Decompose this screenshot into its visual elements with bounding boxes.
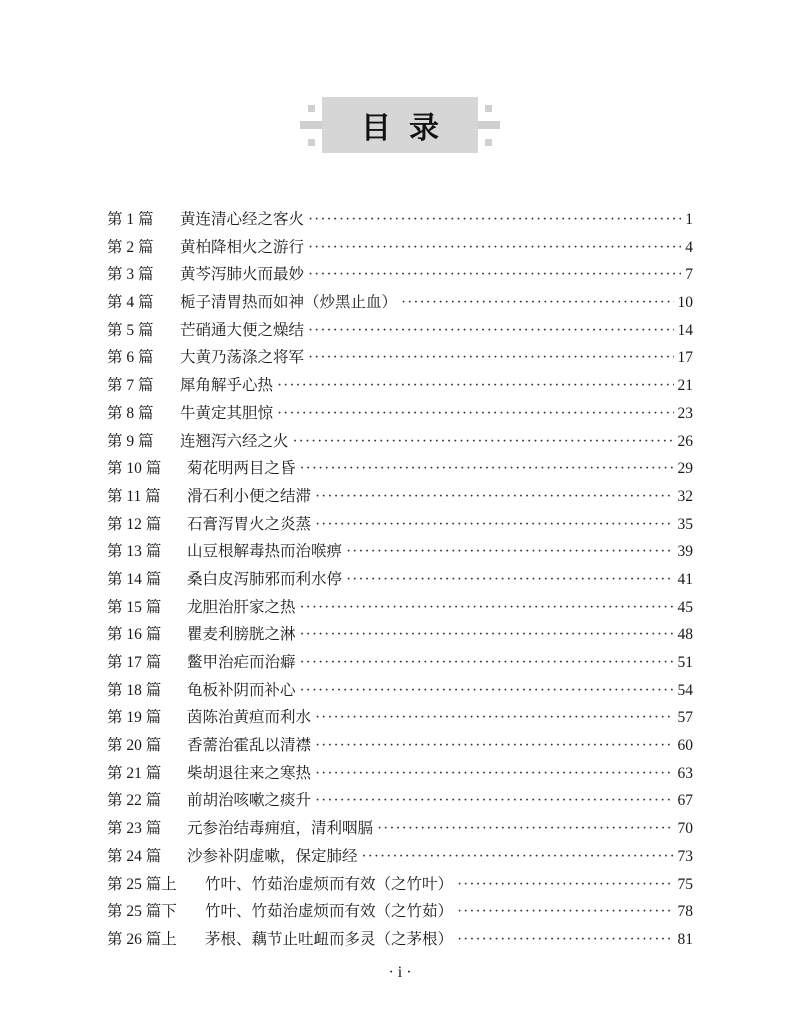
toc-entry[interactable] <box>107 207 693 235</box>
leader-dots <box>315 765 673 783</box>
leader-dots <box>300 460 674 478</box>
toc-entry[interactable] <box>107 539 693 567</box>
chapter-label: 第 2 篇 <box>107 238 154 256</box>
chapter-page: 10 <box>677 294 693 312</box>
chapter-label: 第 23 篇 <box>107 820 162 838</box>
toc-entry[interactable] <box>107 595 693 623</box>
chapter-title: 牛黄定其胆惊 <box>180 404 274 422</box>
chapter-title: 菊花明两目之昏 <box>187 460 296 478</box>
leader-dots <box>315 516 673 534</box>
leader-dots <box>362 848 674 866</box>
toc-entry[interactable] <box>107 650 693 678</box>
chapter-label: 第 4 篇 <box>107 294 154 312</box>
leader-dots <box>346 543 673 561</box>
chapter-title: 竹叶、竹茹治虚烦而有效（之竹叶） <box>205 875 454 893</box>
page-number: · i · <box>388 964 412 981</box>
leader-dots <box>300 599 674 617</box>
toc-entry[interactable] <box>107 844 693 872</box>
banner-decoration <box>485 139 492 146</box>
chapter-label: 第 13 篇 <box>107 543 162 561</box>
chapter-page: 81 <box>677 930 693 948</box>
leader-dots <box>457 876 673 894</box>
leader-dots <box>315 488 673 506</box>
chapter-title: 山豆根解毒热而治喉痹 <box>187 543 343 561</box>
leader-dots <box>346 571 673 589</box>
chapter-page: 67 <box>677 792 693 810</box>
chapter-title: 沙参补阴虚嗽，保定肺经 <box>187 847 358 865</box>
chapter-label: 第 19 篇 <box>107 709 162 727</box>
toc-entry[interactable] <box>107 401 693 429</box>
chapter-page: 54 <box>677 681 693 699</box>
chapter-page: 75 <box>677 875 693 893</box>
leader-dots <box>277 405 673 423</box>
banner-decoration <box>478 121 500 129</box>
chapter-label: 第 10 篇 <box>107 460 162 478</box>
toc-entry[interactable] <box>107 899 693 927</box>
toc-entry[interactable] <box>107 705 693 733</box>
chapter-label: 第 12 篇 <box>107 515 162 533</box>
chapter-page: 7 <box>685 266 693 284</box>
toc-entry[interactable] <box>107 235 693 263</box>
leader-dots <box>401 294 673 312</box>
chapter-page: 60 <box>677 737 693 755</box>
chapter-label: 第 5 篇 <box>107 321 154 339</box>
chapter-page: 26 <box>677 432 693 450</box>
toc-entry[interactable] <box>107 484 693 512</box>
title-box <box>322 97 478 153</box>
leader-dots <box>308 349 673 367</box>
chapter-title: 龙胆治肝家之热 <box>187 598 296 616</box>
chapter-title: 栀子清胃热而如神（炒黑止血） <box>180 294 398 312</box>
chapter-label: 第 18 篇 <box>107 681 162 699</box>
chapter-title: 前胡治咳嗽之痰升 <box>187 792 312 810</box>
chapter-title: 滑石利小便之结滞 <box>187 487 312 505</box>
chapter-page: 23 <box>677 404 693 422</box>
chapter-page: 57 <box>677 709 693 727</box>
chapter-title: 茵陈治黄疸而利水 <box>187 709 312 727</box>
toc-entry[interactable] <box>107 345 693 373</box>
chapter-page: 70 <box>677 820 693 838</box>
chapter-label: 第 6 篇 <box>107 349 154 367</box>
chapter-title: 柴胡退往来之寒热 <box>187 764 312 782</box>
leader-dots <box>300 626 674 644</box>
toc-entry[interactable] <box>107 678 693 706</box>
chapter-label: 第 7 篇 <box>107 377 154 395</box>
chapter-title: 黄芩泻肺火而最妙 <box>180 266 305 284</box>
leader-dots <box>457 931 673 949</box>
chapter-title: 竹叶、竹茹治虚烦而有效（之竹茹） <box>205 903 454 921</box>
banner-decoration <box>300 121 322 129</box>
page-title: 目录 <box>361 111 457 146</box>
chapter-page: 63 <box>677 764 693 782</box>
chapter-label: 第 17 篇 <box>107 654 162 671</box>
chapter-title: 元参治结毒痈疽，清利咽膈 <box>187 820 374 838</box>
toc-title-banner <box>300 97 500 153</box>
chapter-label: 第 9 篇 <box>107 432 154 450</box>
toc-entry[interactable] <box>107 262 693 290</box>
chapter-label: 第 8 篇 <box>107 404 154 422</box>
chapter-label: 第 16 篇 <box>107 626 162 644</box>
chapter-label: 第 20 篇 <box>107 737 162 755</box>
toc-entry[interactable] <box>107 318 693 346</box>
banner-decoration <box>485 105 492 112</box>
banner-decoration <box>308 105 315 112</box>
toc-entry[interactable] <box>107 622 693 650</box>
chapter-page: 73 <box>677 847 693 865</box>
chapter-label: 第 25 篇下 <box>107 903 177 921</box>
toc-entry[interactable] <box>107 733 693 761</box>
chapter-title: 石膏泻胃火之炎蒸 <box>187 515 312 533</box>
chapter-page: 35 <box>677 515 693 533</box>
chapter-page: 4 <box>685 238 693 256</box>
chapter-page: 51 <box>677 654 693 671</box>
chapter-label: 第 15 篇 <box>107 598 162 616</box>
toc-entry[interactable] <box>107 816 693 844</box>
leader-dots <box>308 266 681 284</box>
banner-decoration <box>308 139 315 146</box>
chapter-label: 第 14 篇 <box>107 570 162 588</box>
leader-dots <box>308 211 681 229</box>
chapter-title: 香薷治霍乱以清襟 <box>187 737 312 755</box>
chapter-label: 第 26 篇上 <box>107 930 177 948</box>
leader-dots <box>308 322 673 340</box>
chapter-label: 第 22 篇 <box>107 792 162 810</box>
chapter-title: 连翘泻六经之火 <box>180 432 289 450</box>
toc-entry[interactable] <box>107 788 693 816</box>
leader-dots <box>300 682 674 700</box>
leader-dots <box>377 820 673 838</box>
table-of-contents <box>107 207 693 955</box>
chapter-title: 瞿麦利膀胱之淋 <box>187 626 296 644</box>
toc-entry[interactable] <box>107 429 693 457</box>
leader-dots <box>457 903 673 921</box>
chapter-label: 第 21 篇 <box>107 764 162 782</box>
chapter-title: 芒硝通大便之燥结 <box>180 321 305 339</box>
chapter-title: 黄柏降相火之游行 <box>180 238 305 256</box>
leader-dots <box>315 792 673 810</box>
chapter-title: 黄连清心经之客火 <box>180 211 305 228</box>
chapter-title: 桑白皮泻肺邪而利水停 <box>187 570 343 588</box>
chapter-page: 45 <box>677 598 693 616</box>
toc-entry[interactable] <box>107 567 693 595</box>
chapter-page: 1 <box>685 211 693 228</box>
leader-dots <box>308 239 681 257</box>
leader-dots <box>277 377 673 395</box>
toc-entry[interactable] <box>107 512 693 540</box>
toc-entry[interactable] <box>107 761 693 789</box>
chapter-page: 17 <box>677 349 693 367</box>
chapter-page: 48 <box>677 626 693 644</box>
chapter-page: 21 <box>677 377 693 395</box>
chapter-title: 犀角解乎心热 <box>180 377 274 395</box>
chapter-page: 78 <box>677 903 693 921</box>
chapter-title: 茅根、藕节止吐衄而多灵（之茅根） <box>205 930 454 948</box>
chapter-label: 第 11 篇 <box>107 487 161 505</box>
chapter-page: 39 <box>677 543 693 561</box>
toc-entry[interactable] <box>107 373 693 401</box>
chapter-page: 14 <box>677 321 693 339</box>
chapter-label: 第 1 篇 <box>107 211 154 228</box>
leader-dots <box>315 709 673 727</box>
toc-entry[interactable] <box>107 456 693 484</box>
leader-dots <box>315 737 673 755</box>
leader-dots <box>300 654 674 672</box>
toc-entry[interactable] <box>107 927 693 955</box>
chapter-label: 第 3 篇 <box>107 266 154 284</box>
chapter-label: 第 24 篇 <box>107 847 162 865</box>
toc-entry[interactable] <box>107 872 693 900</box>
chapter-title: 大黄乃荡涤之将军 <box>180 349 305 367</box>
chapter-page: 32 <box>677 487 693 505</box>
chapter-page: 41 <box>677 570 693 588</box>
toc-entry[interactable] <box>107 290 693 318</box>
chapter-label: 第 25 篇上 <box>107 875 177 893</box>
leader-dots <box>293 433 674 451</box>
chapter-page: 29 <box>677 460 693 478</box>
chapter-title: 鳖甲治疟而治癖 <box>187 654 296 671</box>
chapter-title: 龟板补阴而补心 <box>187 681 296 699</box>
